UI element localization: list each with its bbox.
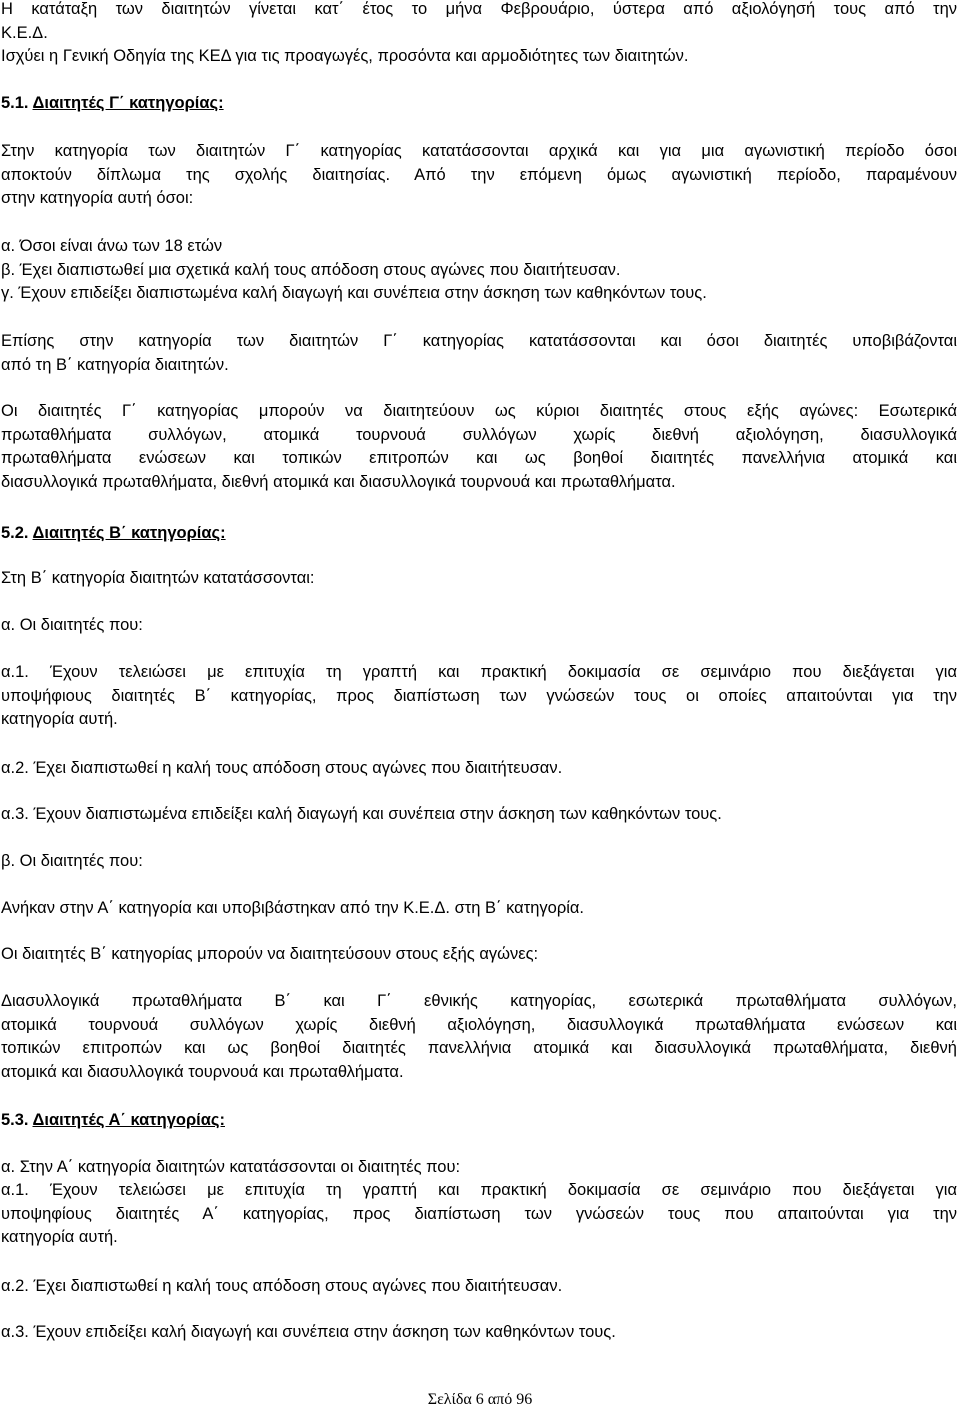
intro-line-3: Ισχύει η Γενική Οδηγία της ΚΕΔ για τις προαγωγές, προσόντα και αρμοδιότητες των διαιτητών. <box>1 47 689 66</box>
paragraph-line: κατηγορία αυτή. <box>1 710 118 729</box>
section-5-2-item-a3: α.3. Έχουν διαπιστωμένα επιδείξει καλή διαγωγή και συνέπεια στην άσκηση των καθηκόντων τους. <box>1 805 722 823</box>
paragraph-line: Οι διαιτητές Γ΄ κατηγορίας μπορούν να διαιτητεύουν ως κύριοι διαιτητές στους εξής αγώνες: Εσωτερικά <box>1 402 957 420</box>
paragraph-line: πρωταθλήματα συλλόγων, ατομικά τουρνουά συλλόγων χωρίς διεθνή αξιολόγηση, διασυλλογικά <box>1 425 957 444</box>
page-number-footer: Σελίδα 6 από 96 <box>427 1391 533 1408</box>
paragraph-line: τοπικών επιτροπών και ως βοηθοί διαιτητές πανελλήνια ατομικά και διασυλλογικά πρωταθλήματα, διεθνή <box>1 1039 957 1058</box>
paragraph-line: α.1. Έχουν τελειώσει με επιτυχία τη γραπτή και πρακτική δοκιμασία σε σεμινάριο που διεξάγεται για <box>1 1181 957 1199</box>
section-5-1-paragraph-2 <box>1 330 957 377</box>
paragraph-line: πρωταθλήματα ενώσεων και τοπικών επιτροπών και ως βοηθοί διαιτητές πανελλήνια ατομικά και <box>1 449 957 468</box>
section-5-2-item-b: β. Οι διαιτητές που: <box>1 852 143 870</box>
paragraph-line: διασυλλογικά πρωταθλήματα, διεθνή ατομικά και διασυλλογικά τουρνουά και πρωταθλήματα. <box>1 472 676 491</box>
paragraph-line: Στην κατηγορία των διαιτητών Γ΄ κατηγορίας κατατάσσονται αρχικά και για μια αγωνιστική περίοδο όσοι <box>1 142 957 160</box>
section-5-3-item-a3: α.3. Έχουν επιδείξει καλή διαγωγή και συνέπεια στην άσκηση των καθηκόντων τους. <box>1 1323 616 1341</box>
list-item: β. Έχει διαπιστωθεί μια σχετικά καλή τους απόδοση στους αγώνες που διαιτήτευσαν. <box>1 260 621 279</box>
section-5-2-paragraph-2: Οι διαιτητές Β΄ κατηγορίας μπορούν να διαιτητεύσουν στους εξής αγώνες: <box>1 945 539 963</box>
section-5-3-item-a1 <box>1 1179 957 1250</box>
section-5-2-item-b-text: Ανήκαν στην Α΄ κατηγορία και υποβιβάστηκαν από την Κ.Ε.Δ. στη Β΄ κατηγορία. <box>1 899 585 917</box>
section-5-1-paragraph-1 <box>1 140 957 211</box>
section-5-2-heading <box>1 522 957 546</box>
paragraph-line: υποψηφίους διαιτητές Α΄ κατηγορίας, προς διαπίστωση των γνώσεών τους που απαιτούνται για την <box>1 1204 957 1223</box>
section-5-3-item-a2: α.2. Έχει διαπιστωθεί η καλή τους απόδοση στους αγώνες που διαιτήτευσαν. <box>1 1277 563 1295</box>
paragraph-line: Επίσης στην κατηγορία των διαιτητών Γ΄ κατηγορίας κατατάσσονται και όσοι διαιτητές υποβιβάζονται <box>1 332 957 350</box>
section-5-1-criteria-list <box>1 235 957 306</box>
paragraph-line: στην κατηγορία αυτή όσοι: <box>1 189 194 208</box>
section-title: Διαιτητές Γ΄ κατηγορίας: <box>32 94 224 112</box>
section-5-3-heading <box>1 1109 957 1133</box>
section-number: 5.2. <box>1 524 33 542</box>
paragraph-line: από τη Β΄ κατηγορία διαιτητών. <box>1 355 229 374</box>
paragraph-line: α.1. Έχουν τελειώσει με επιτυχία τη γραπτή και πρακτική δοκιμασία σε σεμινάριο που διεξάγεται για <box>1 663 957 681</box>
section-5-1-paragraph-3 <box>1 400 957 494</box>
intro-paragraph <box>1 0 957 69</box>
paragraph-line: ατομικά και διασυλλογικά τουρνουά και πρωταθλήματα. <box>1 1062 404 1081</box>
section-5-2-paragraph-1: Στη Β΄ κατηγορία διαιτητών κατατάσσονται: <box>1 569 315 587</box>
paragraph-line: Διασυλλογικά πρωταθλήματα Β΄ και Γ΄ εθνικής κατηγορίας, εσωτερικά πρωταθλήματα συλλόγων, <box>1 992 957 1010</box>
paragraph-line: ατομικά τουρνουά συλλόγων χωρίς διεθνή αξιολόγηση, διασυλλογικά πρωταθλήματα ενώσεων και <box>1 1015 957 1034</box>
section-number: 5.3. <box>1 1111 33 1129</box>
paragraph-line: κατηγορία αυτή. <box>1 1228 118 1247</box>
section-5-2-item-a1 <box>1 661 957 732</box>
intro-line-2: Κ.Ε.Δ. <box>1 23 48 42</box>
section-title: Διαιτητές Β΄ κατηγορίας: <box>32 524 226 542</box>
section-5-3-item-a: α. Στην Α΄ κατηγορία διαιτητών κατατάσσονται οι διαιτητές που: <box>1 1158 461 1176</box>
section-5-2-item-a: α. Οι διαιτητές που: <box>1 616 143 634</box>
section-number: 5.1. <box>1 94 33 112</box>
paragraph-line: αποκτούν δίπλωμα της σχολής διαιτησίας. Από την επόμενη όμως αγωνιστική περίοδο, παραμένουν <box>1 165 957 184</box>
section-5-2-paragraph-3 <box>1 990 957 1084</box>
list-item: α. Όσοι είναι άνω των 18 ετών <box>1 237 223 255</box>
intro-line-1: Η κατάταξη των διαιτητών γίνεται κατ΄ έτος το μήνα Φεβρουάριο, ύστερα από αξιολόγησή τους από την <box>1 0 957 18</box>
list-item: γ. Έχουν επιδείξει διαπιστωμένα καλή διαγωγή και συνέπεια στην άσκηση των καθηκόντων τους. <box>1 284 707 303</box>
paragraph-line: υποψήφιους διαιτητές Β΄ κατηγορίας, προς διαπίστωση των γνώσεών τους οι οποίες απαιτούνται για την <box>1 686 957 705</box>
section-title: Διαιτητές Α΄ κατηγορίας: <box>32 1111 225 1129</box>
section-5-1-heading <box>1 92 957 116</box>
section-5-2-item-a2: α.2. Έχει διαπιστωθεί η καλή τους απόδοση στους αγώνες που διαιτήτευσαν. <box>1 759 563 777</box>
